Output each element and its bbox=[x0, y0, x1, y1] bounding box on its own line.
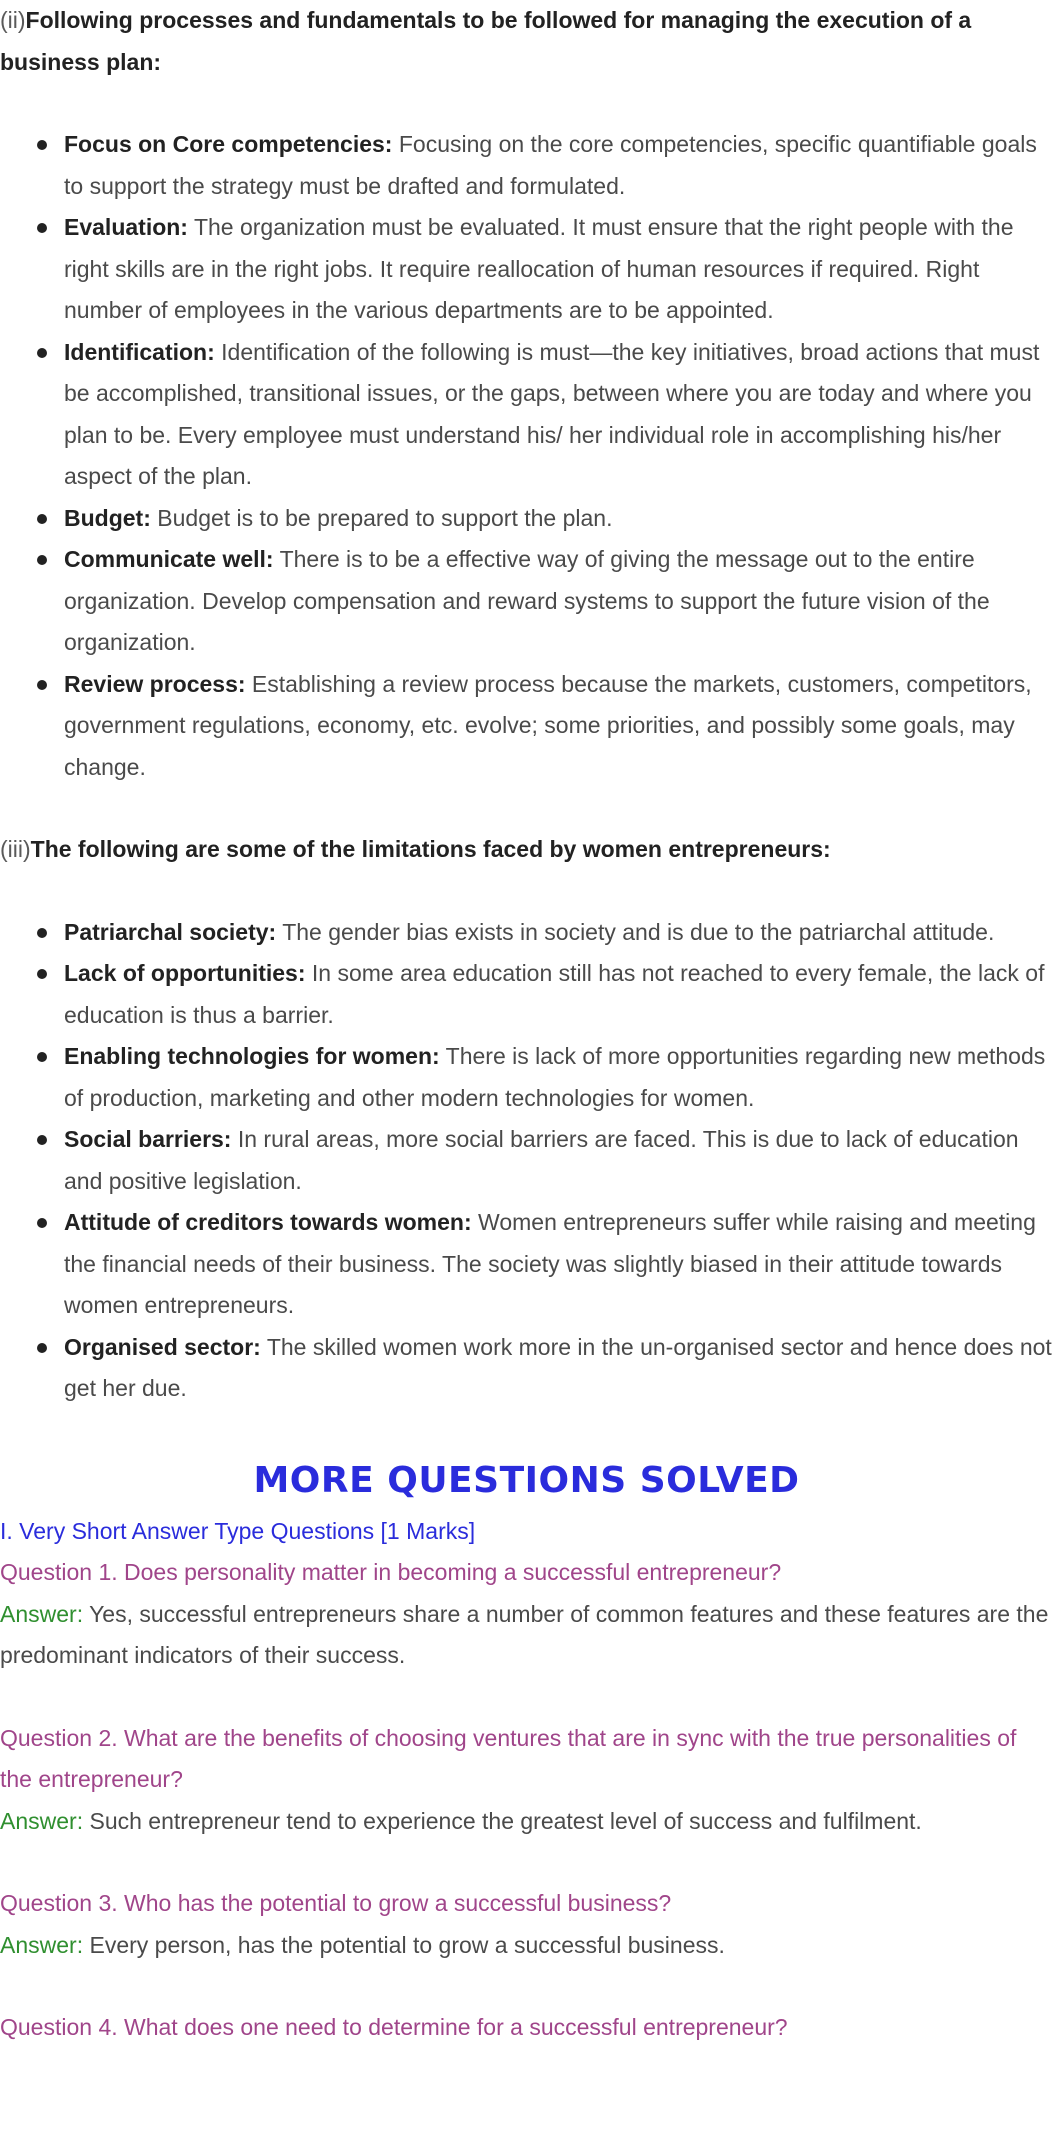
answer-body: Yes, successful entrepreneurs share a number of common features and these features are the predominant indicators of their success. bbox=[0, 1600, 1049, 1668]
question-text: Question 3. Who has the potential to grow a successful business? bbox=[0, 1890, 672, 1916]
question-text: Question 1. Does personality matter in becoming a successful entrepreneur? bbox=[0, 1559, 782, 1585]
item-text: There is to be a effective way of giving the message out to the entire organization. Develop compensation and reward systems to support the future vision of the organization. bbox=[64, 546, 990, 655]
answer-body: Such entrepreneur tend to experience the greatest level of success and fulfilment. bbox=[83, 1807, 922, 1834]
limitations-heading: The following are some of the limitations faced by women entrepreneurs: bbox=[30, 836, 831, 862]
list-item bbox=[64, 664, 1053, 789]
more-questions-title: MORE QUESTIONS SOLVED bbox=[253, 1459, 800, 1501]
item-text: In rural areas, more social barriers are faced. This is due to lack of education and positive legislation. bbox=[64, 1126, 1019, 1194]
qa-item bbox=[0, 2007, 1053, 2049]
item-term: Focus on Core competencies: bbox=[64, 131, 393, 157]
limitations-list bbox=[0, 912, 1053, 1410]
item-term: Review process: bbox=[64, 670, 246, 697]
item-term: Attitude of creditors towards women: bbox=[64, 1209, 472, 1235]
answer-body: Every person, has the potential to grow a successful business. bbox=[83, 1931, 725, 1958]
item-term: Organised sector: bbox=[64, 1333, 261, 1360]
item-text: Establishing a review process because the markets, customers, competitors, government regulations, economy, etc. evolve; some priorities, and possibly some goals, may change. bbox=[64, 670, 1032, 780]
item-term: Patriarchal society: bbox=[64, 918, 277, 945]
item-text: Budget is to be prepared to support the plan. bbox=[150, 504, 613, 531]
limitations-lead: (iii) bbox=[0, 836, 31, 862]
item-term: Communicate well: bbox=[64, 546, 274, 572]
answer-text bbox=[0, 1801, 1053, 1843]
item-term: Evaluation: bbox=[64, 214, 188, 240]
item-term: Budget: bbox=[64, 504, 151, 531]
item-text: In some area education still has not reached to every female, the lack of education is thus a barrier. bbox=[64, 960, 1045, 1028]
answer-label: Answer: bbox=[0, 1600, 84, 1627]
list-item bbox=[64, 124, 1053, 207]
qa-item bbox=[0, 1718, 1053, 1843]
qa-item bbox=[0, 1552, 1053, 1677]
answer-text bbox=[0, 1925, 1053, 1967]
item-term: Enabling technologies for women: bbox=[64, 1043, 440, 1069]
execution-list bbox=[0, 124, 1053, 788]
item-text: Identification of the following is must—the key initiatives, broad actions that must be accomplished, transitional issues, or the gaps, between where you are today and where you plan to be. Every employee must understand his/ her individual role in accomplishing his/her aspect of the plan. bbox=[64, 338, 1040, 489]
answer-text bbox=[0, 1594, 1053, 1677]
item-term: Identification: bbox=[64, 338, 215, 365]
execution-heading: Following processes and fundamentals to be followed for managing the execution of a business plan: bbox=[0, 7, 972, 75]
list-item bbox=[64, 1119, 1053, 1202]
execution-intro bbox=[0, 0, 1053, 83]
item-text: The gender bias exists in society and is due to the patriarchal attitude. bbox=[276, 918, 995, 945]
question-text: Question 2. What are the benefits of choosing ventures that are in sync with the true personalities of the entrepreneur? bbox=[0, 1724, 1017, 1792]
list-item bbox=[64, 912, 1053, 954]
list-item bbox=[64, 1327, 1053, 1410]
list-item bbox=[64, 953, 1053, 1036]
item-text: Women entrepreneurs suffer while raising and meeting the financial needs of their business. The society was slightly biased in their attitude towards women entrepreneurs. bbox=[64, 1209, 1036, 1318]
question-text: Question 4. What does one need to determine for a successful entrepreneur? bbox=[0, 2014, 788, 2040]
qa-item bbox=[0, 1883, 1053, 1966]
limitations-intro bbox=[0, 829, 1053, 871]
item-term: Social barriers: bbox=[64, 1126, 232, 1152]
item-text: Focusing on the core competencies, specific quantifiable goals to support the strategy must be drafted and formulated. bbox=[64, 131, 1037, 199]
list-item bbox=[64, 1202, 1053, 1327]
list-item bbox=[64, 332, 1053, 498]
execution-lead: (ii) bbox=[0, 7, 26, 33]
answer-label: Answer: bbox=[0, 1931, 84, 1958]
list-item bbox=[64, 1036, 1053, 1119]
item-text: The organization must be evaluated. It must ensure that the right people with the right skills are in the right jobs. It require reallocation of human resources if required. Right number of employees in the various departments are to be appointed. bbox=[64, 214, 1014, 323]
item-term: Lack of opportunities: bbox=[64, 960, 306, 986]
item-text: The skilled women work more in the un-organised sector and hence does not get her due. bbox=[64, 1333, 1052, 1401]
list-item bbox=[64, 498, 1053, 540]
list-item bbox=[64, 539, 1053, 664]
item-text: There is lack of more opportunities regarding new methods of production, marketing and other modern technologies for women. bbox=[64, 1043, 1046, 1111]
list-item bbox=[64, 207, 1053, 332]
question-type-subheading: I. Very Short Answer Type Questions [1 Marks] bbox=[0, 1517, 476, 1544]
answer-label: Answer: bbox=[0, 1807, 84, 1834]
